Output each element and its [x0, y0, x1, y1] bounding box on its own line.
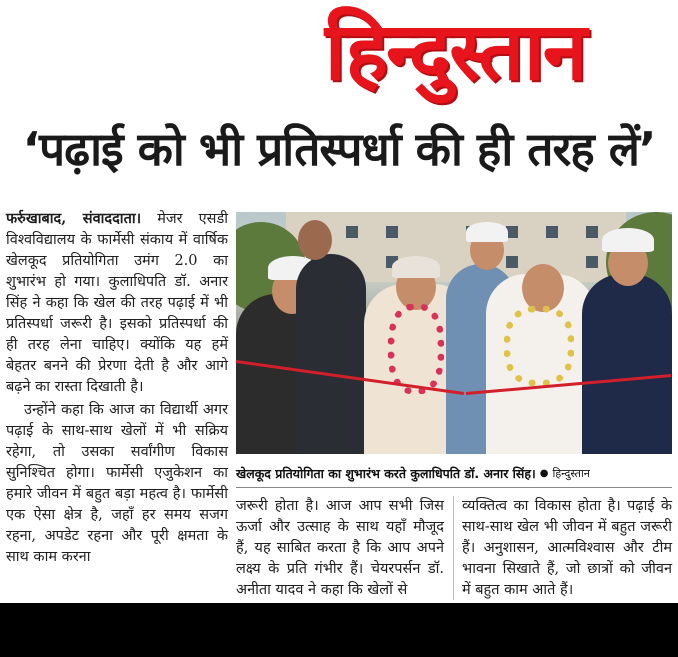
article-column-3: व्यक्तित्व का विकास होता है। पढ़ाई के साथ-साथ खेल भी जीवन में बहुत जरूरी हैं। अनुशासन, आत्मविश्वास और टीम भावना सिखाते हैं, जो छात्रों को जीवन में बहुत काम आते हैं।	[462, 498, 672, 598]
masthead-logo: हिन्दुस्तान	[324, 5, 586, 98]
credit-bullet-icon: ●	[539, 467, 549, 479]
photo-caption	[236, 462, 672, 484]
article-column-2: जरूरी होता है। आज आप सभी जिस ऊर्जा और उत्साह के साथ यहाँ मौजूद हैं, यह साबित करता है कि आप अपने लक्ष्य के प्रति गंभीर हैं। चेयरपर्सन डॉ. अनीता यादव ने कहा कि खेलों से	[236, 498, 444, 598]
photo-credit: हिन्दुस्तान	[552, 466, 590, 480]
headline: ‘पढ़ाई को भी प्रतिस्पर्धा की ही तरह लें’	[22, 122, 656, 176]
black-border	[0, 603, 678, 657]
news-photo	[236, 212, 672, 454]
column-divider	[453, 496, 454, 600]
caption-text: खेलकूद प्रतियोगिता का शुभारंभ करते कुलाधिपति डॉ. अनार सिंह।	[236, 465, 536, 481]
dateline: फर्रुखाबाद, संवाददाता।	[6, 210, 142, 227]
article-paragraph-2: उन्होंने कहा कि आज का विद्यार्थी अगर पढ़ाई के साथ-साथ खेलों में भी सक्रिय रहेगा, तो उसका सर्वांगीण विकास सुनिश्चित होगा। फार्मेसी एजुकेशन का हमारे जीवन में बहुत बड़ा महत्व है। फार्मेसी एक ऐसा क्षेत्र है, जहाँ हर समय सजग रहना, अपडेट रहना और पूरी क्षमता के साथ काम करना	[6, 402, 228, 565]
article-paragraph-1	[6, 208, 228, 398]
caption-divider	[236, 487, 672, 488]
article-column-1	[6, 208, 228, 568]
paragraph-1-text: मेजर एसडी विश्वविद्यालय के फार्मेसी संकाय में वार्षिक खेलकूद प्रतियोगिता उमंग 2.0 का शुभारंभ हो गया। कुलाधिपति डॉ. अनार सिंह ने कहा कि खेल की तरह पढ़ाई में भी प्रतिस्पर्धा जरूरी है। इसको प्रतिस्पर्धा की ही तरह लेना चाहिए। क्योंकि यह हमें बेहतर बनने की प्रेरणा देती है और आगे बढ़ने का रास्ता दिखाती है।	[6, 211, 229, 395]
